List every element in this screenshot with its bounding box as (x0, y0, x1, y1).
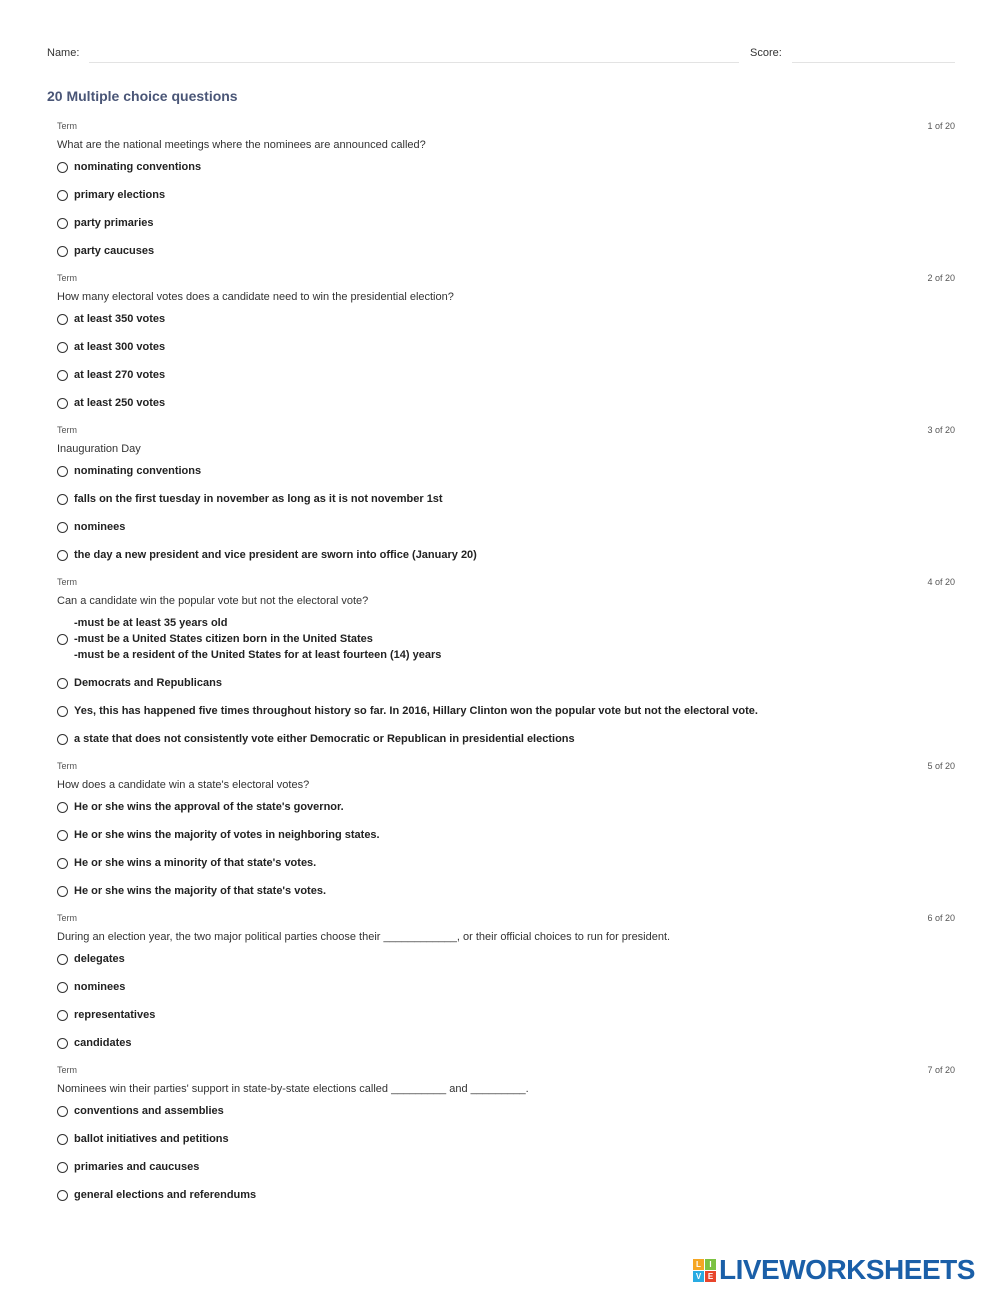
answer-option[interactable] (57, 703, 955, 719)
option-label: nominating conventions (74, 465, 202, 477)
answer-option[interactable] (57, 1035, 955, 1051)
answer-options (57, 311, 955, 411)
option-label: conventions and assemblies (74, 1105, 224, 1117)
radio-button[interactable] (57, 246, 68, 257)
radio-button[interactable] (57, 550, 68, 561)
logo-grid (693, 1259, 716, 1282)
question-2 (57, 273, 955, 411)
answer-options (57, 463, 955, 563)
answer-option[interactable] (57, 951, 955, 967)
option-label: candidates (74, 1037, 132, 1049)
option-label: falls on the first tuesday in november as long as it is not november 1st (74, 493, 443, 505)
question-1 (57, 121, 955, 259)
term-label: Term (57, 273, 77, 283)
radio-button[interactable] (57, 886, 68, 897)
radio-button[interactable] (57, 466, 68, 477)
question-number: 7 of 20 (927, 1065, 955, 1075)
option-label: at least 270 votes (74, 369, 166, 381)
question-header (57, 273, 955, 287)
header-row (47, 47, 955, 65)
option-label: at least 350 votes (74, 313, 166, 325)
question-5 (57, 761, 955, 899)
answer-option[interactable] (57, 615, 955, 663)
radio-button[interactable] (57, 494, 68, 505)
answer-options (57, 1103, 955, 1203)
option-label: representatives (74, 1009, 156, 1021)
question-7 (57, 1065, 955, 1203)
question-3 (57, 425, 955, 563)
option-label: ballot initiatives and petitions (74, 1133, 229, 1145)
answer-options (57, 799, 955, 899)
answer-option[interactable] (57, 1007, 955, 1023)
answer-options (57, 615, 955, 747)
term-label: Term (57, 577, 77, 587)
radio-button[interactable] (57, 1134, 68, 1145)
answer-option[interactable] (57, 547, 955, 563)
answer-option[interactable] (57, 339, 955, 355)
answer-option[interactable] (57, 1131, 955, 1147)
question-text: During an election year, the two major political parties choose their ____________, or their official choices to run for president. (57, 931, 671, 943)
answer-option[interactable] (57, 243, 955, 259)
option-label: He or she wins the approval of the state's governor. (74, 801, 344, 813)
question-header (57, 761, 955, 775)
logo-letter: V (693, 1271, 704, 1282)
answer-option[interactable] (57, 491, 955, 507)
radio-button[interactable] (57, 162, 68, 173)
logo-letter: I (705, 1259, 716, 1270)
option-label: nominating conventions (74, 161, 202, 173)
radio-button[interactable] (57, 342, 68, 353)
answer-option[interactable] (57, 979, 955, 995)
option-label: party caucuses (74, 245, 155, 257)
option-label: the day a new president and vice president are sworn into office (January 20) (74, 549, 477, 561)
score-label: Score: (750, 47, 782, 59)
logo-letter: L (693, 1259, 704, 1270)
question-number: 1 of 20 (927, 121, 955, 131)
answer-options (57, 159, 955, 259)
liveworksheets-logo (693, 1255, 975, 1285)
question-text: Nominees win their parties' support in state-by-state elections called _________ and _________. (57, 1083, 529, 1095)
question-number: 5 of 20 (927, 761, 955, 771)
option-label: nominees (74, 981, 126, 993)
radio-button[interactable] (57, 190, 68, 201)
radio-button[interactable] (57, 858, 68, 869)
option-label: primaries and caucuses (74, 1161, 200, 1173)
question-header (57, 577, 955, 591)
answer-options (57, 951, 955, 1051)
logo-letter: E (705, 1271, 716, 1282)
answer-option[interactable] (57, 1159, 955, 1175)
option-label: primary elections (74, 189, 166, 201)
answer-option[interactable] (57, 799, 955, 815)
option-label: nominees (74, 521, 126, 533)
question-text: How does a candidate win a state's electoral votes? (57, 779, 310, 791)
question-4 (57, 577, 955, 747)
option-label: party primaries (74, 217, 154, 229)
answer-option[interactable] (57, 215, 955, 231)
radio-button[interactable] (57, 218, 68, 229)
answer-option[interactable] (57, 675, 955, 691)
section-title: 20 Multiple choice questions (47, 88, 238, 104)
radio-button[interactable] (57, 1190, 68, 1201)
answer-option[interactable] (57, 883, 955, 899)
radio-button[interactable] (57, 706, 68, 717)
answer-option[interactable] (57, 827, 955, 843)
question-number: 2 of 20 (927, 273, 955, 283)
logo-text: LIVEWORKSHEETS (719, 1254, 975, 1285)
name-label: Name: (47, 47, 80, 59)
radio-button[interactable] (57, 678, 68, 689)
question-text: Inauguration Day (57, 443, 141, 455)
score-field[interactable] (792, 62, 955, 63)
answer-option[interactable] (57, 463, 955, 479)
answer-option[interactable] (57, 187, 955, 203)
answer-option[interactable] (57, 731, 955, 747)
question-number: 6 of 20 (927, 913, 955, 923)
option-label: a state that does not consistently vote either Democratic or Republican in presidential elections (74, 733, 575, 745)
question-number: 4 of 20 (927, 577, 955, 587)
radio-button[interactable] (57, 734, 68, 745)
option-label: at least 250 votes (74, 397, 166, 409)
question-text: What are the national meetings where the nominees are announced called? (57, 139, 426, 151)
answer-option[interactable] (57, 855, 955, 871)
option-label: general elections and referendums (74, 1189, 257, 1201)
radio-button[interactable] (57, 398, 68, 409)
term-label: Term (57, 913, 77, 923)
radio-button[interactable] (57, 830, 68, 841)
radio-button[interactable] (57, 982, 68, 993)
option-label: -must be at least 35 years old -must be a United States citizen born in the United States -must be a resident of the United States for at least fourteen (14) years (74, 617, 442, 661)
radio-button[interactable] (57, 314, 68, 325)
option-label: He or she wins a minority of that state's votes. (74, 857, 317, 869)
term-label: Term (57, 425, 77, 435)
answer-option[interactable] (57, 1187, 955, 1203)
option-label: He or she wins the majority of votes in neighboring states. (74, 829, 380, 841)
radio-button[interactable] (57, 954, 68, 965)
question-number: 3 of 20 (927, 425, 955, 435)
answer-option[interactable] (57, 519, 955, 535)
radio-button[interactable] (57, 1038, 68, 1049)
questions-list (57, 121, 955, 1217)
term-label: Term (57, 1065, 77, 1075)
radio-button[interactable] (57, 522, 68, 533)
option-label: delegates (74, 953, 125, 965)
radio-button[interactable] (57, 1162, 68, 1173)
option-label: Democrats and Republicans (74, 677, 222, 689)
question-header (57, 913, 955, 927)
radio-button[interactable] (57, 634, 68, 645)
question-header (57, 425, 955, 439)
name-field[interactable] (89, 62, 739, 63)
option-label: He or she wins the majority of that state's votes. (74, 885, 327, 897)
term-label: Term (57, 121, 77, 131)
question-header (57, 121, 955, 135)
question-header (57, 1065, 955, 1079)
option-label: Yes, this has happened five times throughout history so far. In 2016, Hillary Clinton won the popular vote but not the electoral vote. (74, 705, 758, 717)
radio-button[interactable] (57, 802, 68, 813)
question-text: How many electoral votes does a candidate need to win the presidential election? (57, 291, 454, 303)
answer-option[interactable] (57, 159, 955, 175)
question-text: Can a candidate win the popular vote but not the electoral vote? (57, 595, 369, 607)
answer-option[interactable] (57, 367, 955, 383)
radio-button[interactable] (57, 370, 68, 381)
radio-button[interactable] (57, 1010, 68, 1021)
term-label: Term (57, 761, 77, 771)
answer-option[interactable] (57, 311, 955, 327)
option-label: at least 300 votes (74, 341, 166, 353)
question-6 (57, 913, 955, 1051)
answer-option[interactable] (57, 1103, 955, 1119)
radio-button[interactable] (57, 1106, 68, 1117)
answer-option[interactable] (57, 395, 955, 411)
